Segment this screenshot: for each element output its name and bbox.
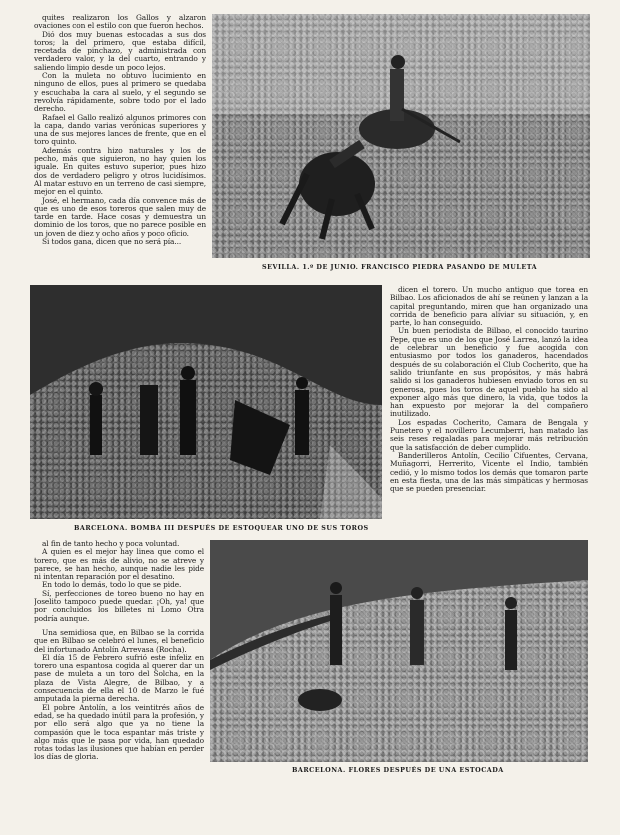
paragraph: El pobre Antolín, a los veintitrés años de edad, se ha quedado inútil para la profesión, y por ello será algo que ya no tiene la compasión que le toca espantar más triste y algo más que le pasa por vida, han quedado rotas todas las ilusiones que habían en perder los días de gloria. [34,702,204,762]
paragraph: A quien es el mejor hay linea que como el torero, que es más de alivio, no se atreve y parece, se han hecho, aunque nadie les pide ni intentan reparación por el desatino. [34,547,204,582]
photo-scene [210,540,588,762]
paragraph: al fin de tanto hecho y poca voluntad. [42,540,180,548]
photo-scene [30,285,382,519]
paragraph: Los espadas Cocherito, Camara de Bengala y Punetero y el novillero Lecumberri, han matado las seis reses regaladas para mejorar más retribución que la satisfacción de deber cumplido. [390,417,588,452]
paragraph: Con la muleta no obtuvo lucimiento en ninguno de ellos, pues al primero se quedaba y escuchaba la cara al suelo, y el segundo se revolvía rápidamente, sobre todo por el lado derecho. [34,71,206,114]
caption-top: SEVILLA. 1.º DE JUNIO. FRANCISCO PIEDRA PASANDO DE MULETA [262,263,538,271]
photo-sevilla-pase-muleta [212,14,590,258]
paragraph: Además contra hizo naturales y los de pecho, más que siguieron, no hay quien los iguale. En quites estuvo superior, pues hizo dos de verdadero peligro y otros lucidísimos. Al matar estuvo en un terreno de casi siempre, mejor en el quinto. [34,145,206,197]
column-bottom-left [34,540,204,820]
column-top-left [34,14,206,270]
photo-barcelona-flores [210,540,588,762]
paragraph: Dió dos muy buenas estocadas a sus dos toros; la del primero, que estaba difícil, recetada de pinchazo, y administrada con verdadero valor, y la del cuarto, entrando y saliendo limpio desde un poco lejos. [34,29,206,72]
paragraph: El día 15 de Febrero sufrió este infeliz en torero una espantosa cogida al querer dar un pase de muleta a un toro del Solcha, en la plaza de Vista Alegre, de Bilbao, y a consecuencia de ella el 10 de Marzo le fué amputada la pierna derecha. [34,652,204,704]
paragraph: José, el hermano, cada día convence más de que es uno de esos toreros que salen muy de tarde en tarde. Hace cosas y demuestra un dominio de los toros, que no parece posible en un joven de diez y ocho años y poco oficio. [34,195,206,238]
caption-bottom: BARCELONA. FLORES DESPUÉS DE UNA ESTOCADA [292,766,504,774]
caption-middle: BARCELONA. BOMBA III DESPUÉS DE ESTOQUEAR UNO DE SUS TOROS [74,524,369,532]
photo-barcelona-bomba [30,285,382,519]
paragraph: dicen el torero. Un mucho antiguo que torea en Bilbao. Los aficionados de ahí se reúnen y lanzan a la capital preguntando, miren que han organizado una corrida de beneficio para aliviar su situación, y, en parte, lo han conseguido. [390,286,588,328]
column-middle-right [390,286,588,534]
paragraph: Si todos gana, dicen que no será pía... [42,237,182,247]
paragraph: Un buen periodista de Bilbao, el conocido taurino Pepe, que es uno de los que José Larrea, lanzó la idea de celebrar un beneficio y fue acogida con entusiasmo por todos los ganaderos, hacendados después de su colaboración el Club Cocherito, que ha salido triunfante en sus propósitos, y más habrá salido si los ganaderos hubiesen enviado toros en su generosa, pues los toros de aquel pueblo ha sido al exponer algo más que dinero, la vida, que todos la han expuesto por mejorar la del compañero inutilizado. [390,326,588,419]
paragraph: Rafael el Gallo realizó algunos primores con la capa, dando varias verónicas superiores y una de sus mejores lances de frente, que en el toro quinto. [34,112,206,147]
paragraph: quites realizaron los Gallos y alzaron ovaciones con el estilo con que fueron hechos. [34,14,206,31]
paragraph: En todo lo demás, todo lo que se pide. [42,580,182,590]
paragraph: Banderilleros Antolín, Cecilio Cifuentes, Cervana, Muñagorri, Herrerito, Vicente el Indio, también cedió, y lo mismo todos los demás que tomaron parte en esta fiesta, una de las más simpáticas y hermosas que se pueden presenciar. [390,450,588,494]
paragraph: Una semidiosa que, en Bilbao se la corrida que en Bilbao se celebró el lunes, el beneficio del infortunado Antolín Arrevasa (Rocha). [34,627,204,654]
paragraph: Sí, perfecciones de toreo bueno no hay en Joselito tampoco puede quedar. ¡Oh, ya! que por concluidos los billetes ni Lomo Otra podría aunque. [34,588,204,623]
photo-scene [212,14,590,258]
